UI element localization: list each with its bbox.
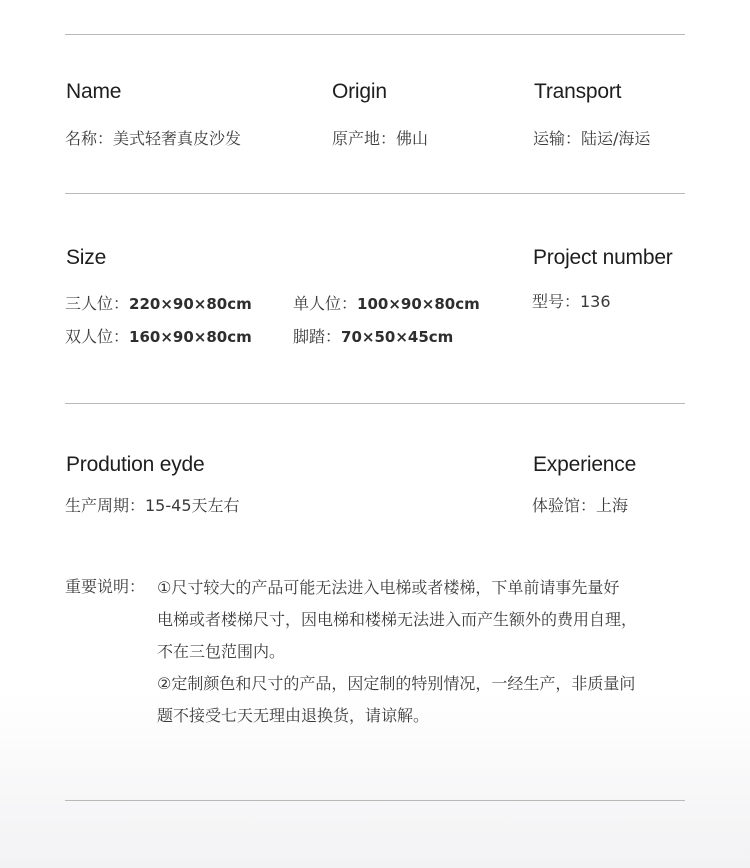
- experience-value: 体验馆：上海: [532, 496, 629, 515]
- note-line: 不在三包范围内。: [157, 642, 286, 661]
- size-item-single-seat: [293, 291, 480, 314]
- size-item-two-seat: [65, 324, 252, 347]
- divider-bottom: [65, 800, 685, 801]
- note-body: [157, 572, 687, 732]
- production-heading: Prodution eyde: [66, 453, 205, 476]
- experience-heading: Experience: [533, 453, 637, 476]
- size-heading: Size: [66, 246, 107, 269]
- size-label: 单人位：: [293, 294, 358, 313]
- size-value: 100×90×80cm: [357, 295, 480, 313]
- note-line: 题不接受七天无理由退换货，请谅解。: [157, 706, 430, 725]
- origin-heading: Origin: [332, 80, 387, 103]
- size-item-three-seat: [65, 291, 252, 314]
- size-item-footstool: [293, 324, 453, 347]
- note-line: 电梯或者楼梯尺寸，因电梯和楼梯无法进入而产生额外的费用自理，: [157, 610, 638, 629]
- divider-1: [65, 193, 685, 194]
- divider-top: [65, 34, 685, 35]
- transport-value: 运输：陆运/海运: [533, 129, 651, 148]
- divider-2: [65, 403, 685, 404]
- size-label: 三人位：: [65, 294, 130, 313]
- origin-value: 原产地：佛山: [332, 129, 429, 148]
- name-value: 名称：美式轻奢真皮沙发: [65, 129, 242, 148]
- note-line: ①尺寸较大的产品可能无法进入电梯或者楼梯，下单前请事先量好: [157, 578, 620, 597]
- transport-heading: Transport: [534, 80, 622, 103]
- size-label: 双人位：: [65, 327, 130, 346]
- size-value: 220×90×80cm: [129, 295, 252, 313]
- name-heading: Name: [66, 80, 122, 103]
- production-value: 生产周期：15-45天左右: [65, 496, 240, 515]
- note-label: 重要说明：: [65, 577, 146, 596]
- project-value: 型号：136: [532, 292, 611, 311]
- size-label: 脚踏：: [293, 327, 342, 346]
- size-value: 70×50×45cm: [341, 328, 454, 346]
- size-value: 160×90×80cm: [129, 328, 252, 346]
- project-heading: Project number: [533, 246, 673, 269]
- note-line: ②定制颜色和尺寸的产品，因定制的特别情况，一经生产，非质量问: [157, 674, 636, 693]
